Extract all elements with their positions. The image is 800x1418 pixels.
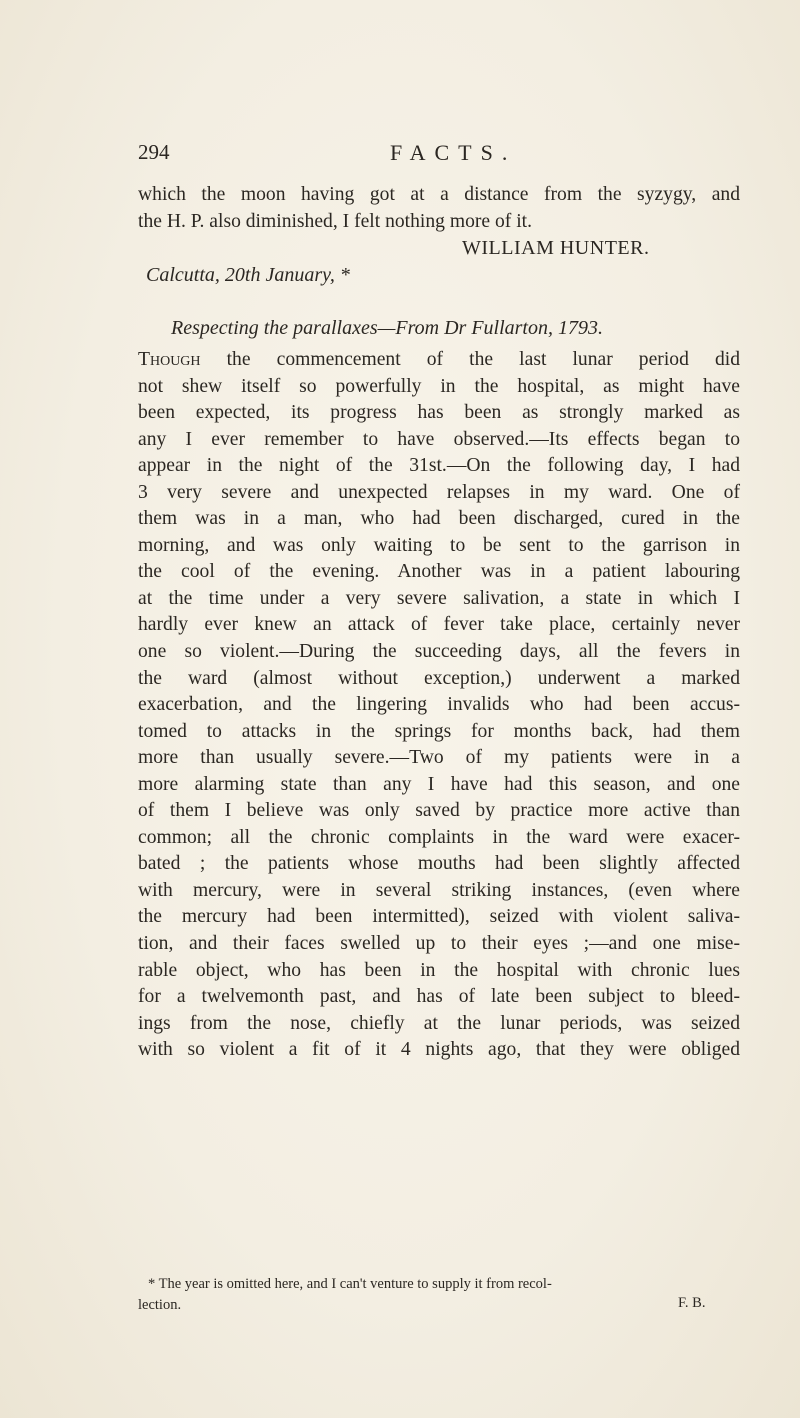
text-line: which the moon having got at a distance from the syzygy, and xyxy=(138,184,740,205)
text-line: hardly ever knew an attack of fever take place, certainly never xyxy=(138,614,740,636)
text-line: been expected, its progress has been as strongly marked as xyxy=(138,402,740,424)
text-line: for a twelvemonth past, and has of late been subject to bleed- xyxy=(138,986,740,1008)
text-line: at the time under a very severe salivation, a state in which I xyxy=(138,587,740,609)
body-paragraph xyxy=(138,347,740,1064)
page-number: 294 xyxy=(138,140,170,164)
footnote-line: * The year is omitted here, and I can't venture to supply it from recol- xyxy=(148,1276,552,1292)
text-line: them was in a man, who had been discharged, cured in the xyxy=(138,508,740,530)
footnote xyxy=(138,1274,738,1316)
text-line: 3 very severe and unexpected relapses in my ward. One of xyxy=(138,481,740,503)
drop-word: Though xyxy=(138,349,201,370)
text-line: with so violent a fit of it 4 nights ago, that they were obliged xyxy=(138,1039,740,1061)
footnote-initials: F. B. xyxy=(678,1295,706,1311)
footnote-line: lection. xyxy=(138,1297,182,1313)
text-line: appear in the night of the 31st.—On the following day, I had xyxy=(138,455,740,477)
running-head: FACTS. xyxy=(390,140,517,165)
text-line: the H. P. also diminished, I felt nothing more of it. xyxy=(138,211,533,233)
text-line: common; all the chronic complaints in the ward were exacer- xyxy=(138,826,740,848)
section-heading: Respecting the parallaxes—From Dr Fullarton, 1793. xyxy=(171,317,603,339)
dateline: Calcutta, 20th January, * xyxy=(146,264,350,286)
text-line: tion, and their faces swelled up to their eyes ;—and one mise- xyxy=(138,933,740,955)
text-line: the ward (almost without exception,) underwent a marked xyxy=(138,667,740,689)
text-line: not shew itself so powerfully in the hospital, as might have xyxy=(138,375,740,397)
first-line-rest: the commencement of the last lunar period did xyxy=(200,349,740,370)
text-line: rable object, who has been in the hospital with chronic lues xyxy=(138,959,740,981)
opening-paragraph xyxy=(138,181,740,236)
text-line: the cool of the evening. Another was in a patient labouring xyxy=(138,561,740,583)
text-line: more than usually severe.—Two of my patients were in a xyxy=(138,747,740,769)
text-line: any I ever remember to have observed.—Its effects began to xyxy=(138,428,740,450)
text-line xyxy=(138,347,740,374)
text-line: one so violent.—During the succeeding days, all the fevers in xyxy=(138,641,740,663)
text-line: more alarming state than any I have had this season, and one xyxy=(138,773,740,795)
text-line: exacerbation, and the lingering invalids who had been accus- xyxy=(138,694,740,716)
text-line: of them I believe was only saved by practice more active than xyxy=(138,800,740,822)
page-header xyxy=(138,140,738,170)
text-line: bated ; the patients whose mouths had been slightly affected xyxy=(138,853,740,875)
signature: WILLIAM HUNTER. xyxy=(462,237,650,259)
text-line: the mercury had been intermitted), seized with violent saliva- xyxy=(138,906,740,928)
text-line: tomed to attacks in the springs for months back, had them xyxy=(138,720,740,742)
text-line: morning, and was only waiting to be sent to the garrison in xyxy=(138,534,740,556)
text-line: ings from the nose, chiefly at the lunar periods, was seized xyxy=(138,1012,740,1034)
text-line: with mercury, were in several striking instances, (even where xyxy=(138,879,740,901)
